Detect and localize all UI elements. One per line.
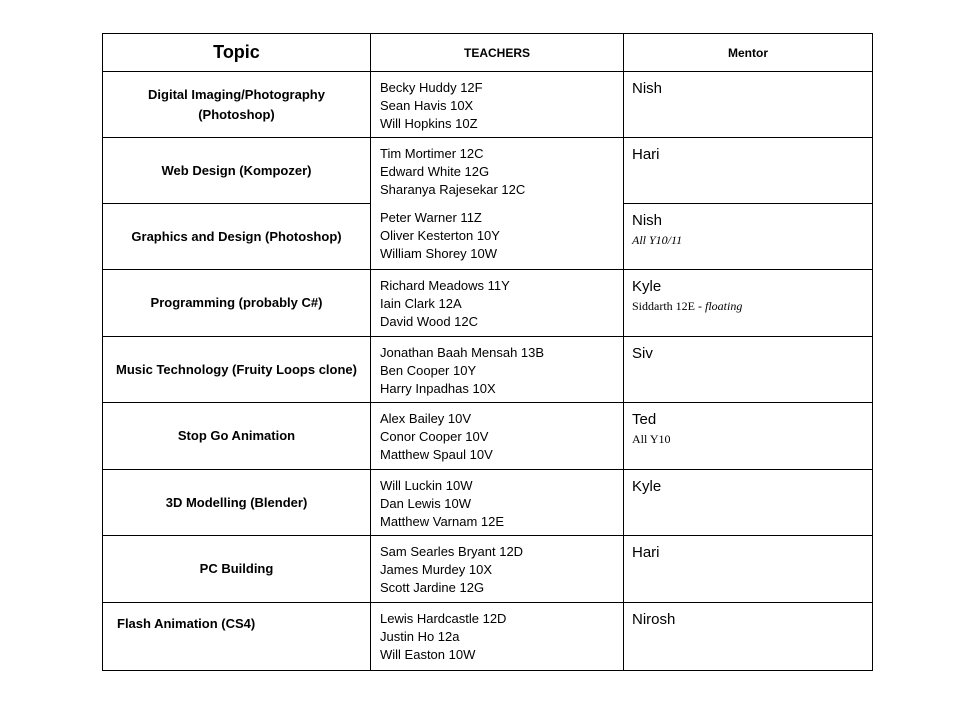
- table-row: [103, 337, 873, 403]
- mentor-note-floating: - floating: [695, 299, 743, 313]
- topic-cell: Music Technology (Fruity Loops clone): [103, 337, 371, 403]
- teacher-name: Oliver Kesterton 10Y: [380, 228, 500, 243]
- teacher-name: Matthew Varnam 12E: [380, 514, 505, 529]
- mentor-cell: [624, 204, 873, 270]
- mentor-cell: [624, 270, 873, 337]
- teacher-name: Dan Lewis 10W: [380, 496, 472, 511]
- table-row: [103, 536, 873, 603]
- teacher-name: James Murdey 10X: [380, 562, 492, 577]
- teachers-cell: [371, 270, 624, 337]
- header-topic: Topic: [103, 34, 371, 72]
- topic-cell: PC Building: [103, 536, 371, 603]
- table-row: [103, 270, 873, 337]
- mentor-name: Kyle: [632, 278, 662, 295]
- teacher-name: Sam Searles Bryant 12D: [380, 544, 524, 559]
- teacher-name: David Wood 12C: [380, 314, 479, 329]
- mentor-name: Nirosh: [632, 611, 676, 628]
- mentor-note: [632, 299, 864, 314]
- teacher-name: Lewis Hardcastle 12D: [380, 611, 507, 626]
- mentor-name: Ted: [632, 411, 657, 428]
- mentor-cell: [624, 470, 873, 536]
- table-row: [103, 470, 873, 536]
- mentor-cell: [624, 337, 873, 403]
- table-row: [103, 603, 873, 671]
- teacher-name: Tim Mortimer 12C: [380, 146, 484, 161]
- header-row: [103, 34, 873, 72]
- mentor-note: All Y10: [632, 432, 671, 446]
- teacher-name: Harry Inpadhas 10X: [380, 381, 496, 396]
- teacher-name: Conor Cooper 10V: [380, 429, 489, 444]
- mentor-cell: [624, 72, 873, 138]
- teachers-cell: [371, 72, 624, 138]
- mentor-name: Kyle: [632, 478, 662, 495]
- table-row: [103, 72, 873, 138]
- teachers-cell: [371, 536, 624, 603]
- teacher-name: Will Easton 10W: [380, 647, 476, 662]
- teacher-name: Iain Clark 12A: [380, 296, 462, 311]
- topic-cell: 3D Modelling (Blender): [103, 470, 371, 536]
- table-row: [103, 138, 873, 204]
- topic-cell: Flash Animation (CS4): [103, 603, 371, 671]
- teacher-name: Jonathan Baah Mensah 13B: [380, 345, 545, 360]
- mentor-cell: [624, 403, 873, 470]
- mentor-cell: [624, 536, 873, 603]
- mentor-name: Hari: [632, 146, 660, 163]
- mentor-name: Hari: [632, 544, 660, 561]
- topic-cell: Graphics and Design (Photoshop): [103, 204, 371, 270]
- header-teachers: TEACHERS: [371, 34, 624, 72]
- teacher-name: Matthew Spaul 10V: [380, 447, 493, 462]
- mentor-name: Nish: [632, 80, 663, 97]
- mentor-name: Nish: [632, 212, 663, 229]
- mentor-note: All Y10/11: [632, 233, 683, 247]
- teacher-name: Edward White 12G: [380, 164, 490, 179]
- teachers-cell: [371, 403, 624, 470]
- teacher-name: William Shorey 10W: [380, 246, 498, 261]
- header-mentor: Mentor: [624, 34, 873, 72]
- table-row: [103, 403, 873, 470]
- teacher-name: Peter Warner 11Z: [380, 210, 482, 225]
- teacher-name: Becky Huddy 12F: [380, 80, 483, 95]
- topic-cell: Digital Imaging/Photography (Photoshop): [103, 72, 371, 138]
- assignment-table: [102, 33, 873, 671]
- teachers-cell-merged: [371, 138, 624, 270]
- topic-cell: Programming (probably C#): [103, 270, 371, 337]
- teachers-cell: [371, 337, 624, 403]
- topic-cell: Web Design (Kompozer): [103, 138, 371, 204]
- teacher-name: Sean Havis 10X: [380, 98, 474, 113]
- teacher-name: Richard Meadows 11Y: [380, 278, 510, 293]
- mentor-cell: [624, 138, 873, 204]
- teacher-name: Will Hopkins 10Z: [380, 116, 478, 131]
- teacher-name: Will Luckin 10W: [380, 478, 473, 493]
- teachers-cell: [371, 603, 624, 671]
- teacher-name: Scott Jardine 12G: [380, 580, 485, 595]
- teachers-cell: [371, 470, 624, 536]
- mentor-note-main: Siddarth 12E: [632, 299, 695, 313]
- teacher-name: Ben Cooper 10Y: [380, 363, 477, 378]
- teacher-name: Justin Ho 12a: [380, 629, 460, 644]
- topic-cell: Stop Go Animation: [103, 403, 371, 470]
- teacher-name: Sharanya Rajesekar 12C: [380, 182, 526, 197]
- mentor-name: Siv: [632, 345, 653, 362]
- teacher-name: Alex Bailey 10V: [380, 411, 472, 426]
- mentor-cell: [624, 603, 873, 671]
